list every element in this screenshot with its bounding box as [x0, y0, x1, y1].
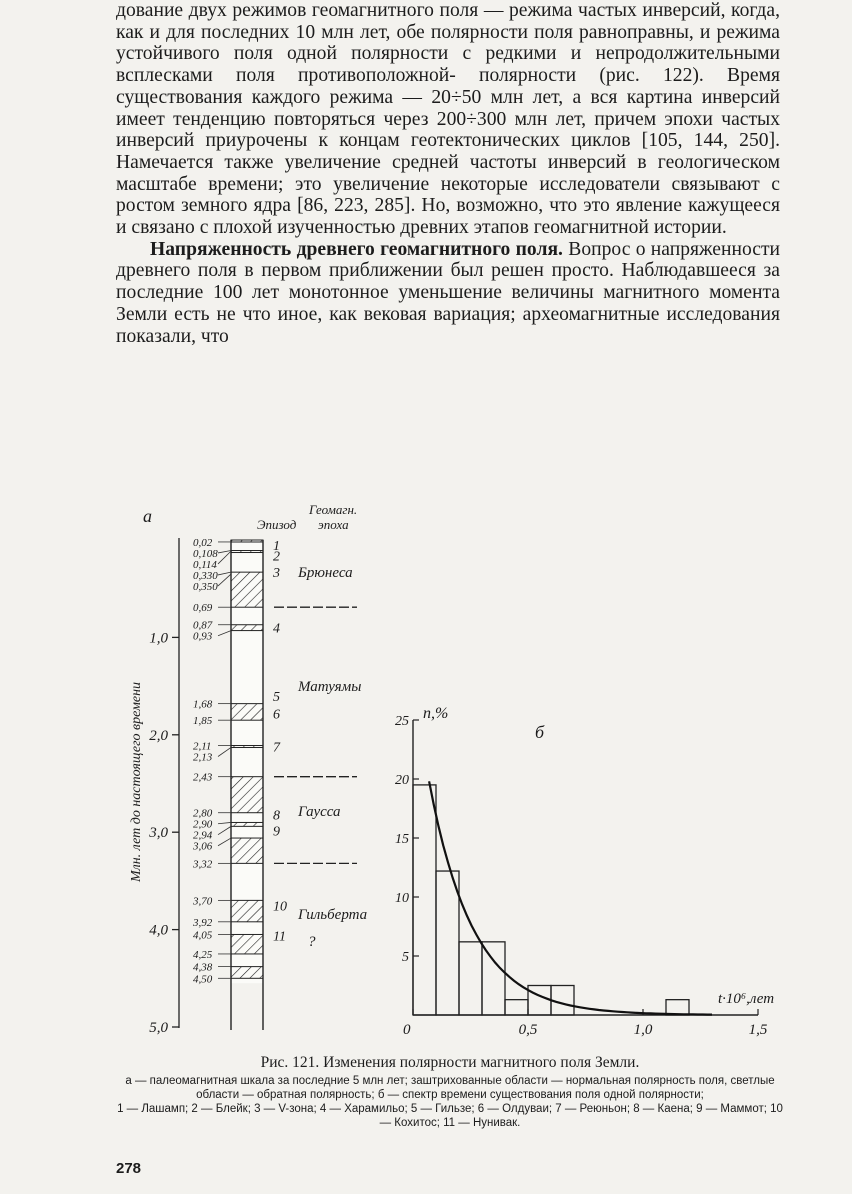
paragraph-heading: Напряженность древнего геомагнитного поля. — [150, 238, 563, 260]
boundary-leader — [218, 551, 231, 564]
boundary-label: 4,50 — [193, 973, 213, 986]
boundary-label: 4,38 — [193, 961, 213, 974]
chart-x-tick-label: 1,0 — [633, 1022, 653, 1038]
histogram-bar — [436, 871, 459, 1015]
boundary-label: 0,114 — [193, 558, 217, 571]
paragraph-1: дование двух режимов геомагнитного поля — режима частых инверсий, когда, как и для последних 10 млн лет, обе полярности поля равноправны, и режима устойчивого поля одной полярности с редкими и непродолжительными всплесками поля противоположной- полярности (рис. 122). Время существования каждого режима — 20÷50 млн лет, а вся картина инверсий имеет тенденцию повторяться через 200÷300 млн лет, причем эпохи частых инверсий приурочены к концам геотектонических циклов [105, 144, 250]. Намечается также увеличение средней частоты инверсий в геологическом масштабе времени; это увеличение некоторые исследователи связывают с ростом земного ядра [86, 223, 285]. Но, возможно, что это явление кажущееся и связано с плохой изученностью древних этапов геомагнитной истории. — [116, 0, 780, 239]
polarity-column — [231, 540, 263, 1030]
epoch-header-line2: эпоха — [318, 517, 349, 532]
boundary-label: 3,32 — [193, 858, 213, 871]
boundary-label: 2,43 — [193, 771, 213, 784]
normal-polarity-interval — [231, 572, 263, 607]
normal-polarity-interval — [231, 540, 263, 542]
epoch-name: Гаусса — [298, 803, 341, 820]
page-number: 278 — [116, 1160, 142, 1177]
boundary-label: 0,330 — [193, 569, 218, 582]
boundary-label: 4,05 — [193, 929, 213, 942]
boundary-label: 0,350 — [193, 580, 218, 593]
boundary-label: 2,11 — [193, 740, 212, 753]
boundary-leader — [218, 747, 231, 756]
y-axis-label: Млн. лет до настоящего времени — [129, 681, 144, 883]
episode-number: 11 — [273, 929, 286, 945]
boundary-label: 3,06 — [193, 840, 213, 853]
episode-number: 1 — [273, 538, 280, 554]
boundary-label: 1,68 — [193, 698, 213, 711]
histogram-bar — [459, 942, 482, 1015]
boundary-label: 0,69 — [193, 602, 213, 615]
caption-legend-a: а — палеомагнитная шкала за последние 5 млн лет; заштрихованные области — нормальная полярность поля, светлые области — обратная полярность; б — спектр времени существования поля одной полярности; — [125, 1075, 775, 1101]
paragraph-2-text: Вопрос о напряженности древнего поля в первом приближении был решен просто. Наблюдавшееся за последние 100 лет монотонное уменьшение величины магнитного момента Земли есть не что иное, как вековая вариация; археомагнитные исследования показали, что — [116, 238, 780, 347]
chart-x-tick-label: 0,5 — [518, 1022, 538, 1038]
time-tick-label: 4,0 — [149, 922, 168, 939]
chart-x-tick-label: 0 — [403, 1022, 411, 1038]
boundary-label: 4,25 — [193, 948, 213, 961]
chart-y-tick-label: 20 — [395, 773, 409, 788]
chart-x-label: t·10⁶,лет — [718, 991, 775, 1007]
normal-polarity-interval — [231, 746, 263, 748]
figure-caption-title: Рис. 121. Изменения полярности магнитного поля Земли. — [260, 1054, 640, 1071]
episode-header: Эпизод — [257, 517, 297, 532]
time-axis-ticks — [148, 630, 179, 1036]
epoch-name: Гильберта — [298, 907, 368, 924]
epoch-name: Брюнеса — [298, 565, 353, 582]
chart-y-tick-label: 5 — [402, 950, 409, 965]
episode-number: 10 — [273, 899, 287, 915]
normal-polarity-interval — [231, 967, 263, 979]
boundary-label: 0,87 — [193, 619, 213, 632]
boundary-label: 3,70 — [193, 895, 213, 908]
normal-polarity-interval — [231, 704, 263, 721]
epoch-labels — [274, 565, 367, 923]
boundary-leader — [218, 838, 231, 846]
polarity-scale-panel — [129, 502, 367, 1036]
boundary-label: 1,85 — [193, 715, 213, 728]
boundary-label: 2,13 — [193, 751, 213, 764]
epoch-header-line1: Геомагн. — [309, 502, 358, 517]
normal-polarity-interval — [231, 822, 263, 826]
boundary-label: 2,90 — [193, 818, 213, 831]
episode-number: 2 — [273, 549, 280, 565]
normal-polarity-interval — [231, 777, 263, 813]
histogram-bar — [666, 1000, 689, 1015]
normal-polarity-interval — [231, 838, 263, 863]
episode-number: 8 — [273, 808, 280, 824]
boundary-leader — [218, 631, 231, 636]
boundary-label: 0,93 — [193, 630, 213, 643]
boundary-leader — [218, 822, 231, 823]
chart-y-tick-label: 15 — [395, 832, 409, 847]
epoch-name: Матуямы — [298, 679, 362, 696]
normal-polarity-interval — [231, 625, 263, 631]
time-tick-label: 2,0 — [149, 727, 168, 744]
panel-b-label: б — [535, 722, 545, 742]
time-tick-label: 1,0 — [149, 630, 168, 647]
boundary-label: 3,92 — [193, 916, 213, 929]
episode-number: 7 — [273, 740, 280, 756]
episode-number: 3 — [273, 566, 280, 582]
chart-y-label: n,% — [423, 705, 449, 722]
caption-legend-episodes: 1 — Лашамп; 2 — Блейк; 3 — V-зона; 4 — Харамильо; 5 — Гильзе; 6 — Олдуваи; 7 — Реюньон; 8 — Каена; 9 — Маммот; 10 — Кохитос; 11 — Нунивак. — [117, 1103, 783, 1129]
boundary-leader — [218, 572, 231, 575]
time-tick-label: 5,0 — [149, 1020, 168, 1036]
time-tick-label: 3,0 — [149, 825, 168, 842]
normal-polarity-interval — [231, 551, 263, 553]
histogram-bar — [482, 942, 505, 1015]
episode-number: 9 — [273, 824, 280, 840]
fit-curve — [429, 781, 712, 1014]
boundary-leader — [218, 574, 231, 586]
boundary-label: 2,80 — [193, 807, 213, 820]
normal-polarity-interval — [231, 934, 263, 953]
histogram-bars — [413, 785, 689, 1015]
boundary-labels — [192, 537, 231, 985]
chart-axes — [395, 714, 768, 1038]
histogram-bar — [528, 986, 551, 1016]
panel-a-label: а — [143, 506, 152, 526]
figure-caption-legend — [110, 1074, 790, 1130]
boundary-leader — [218, 826, 231, 834]
chart-y-tick-label: 25 — [395, 714, 409, 729]
question-mark: ? — [308, 934, 316, 950]
episode-number: 4 — [273, 621, 280, 637]
boundary-label: 2,94 — [193, 829, 213, 842]
boundary-label: 0,02 — [193, 536, 213, 549]
histogram-bar — [505, 1000, 528, 1015]
episode-number: 5 — [273, 689, 280, 705]
chart-y-tick-label: 10 — [395, 891, 409, 906]
chart-x-tick-label: 1,5 — [748, 1022, 768, 1038]
episode-labels — [272, 539, 287, 945]
normal-polarity-interval — [231, 900, 263, 921]
interval-spectrum-panel — [395, 705, 774, 1038]
episode-number: 6 — [273, 707, 280, 723]
histogram-bar — [413, 785, 436, 1015]
boundary-label: 0,108 — [193, 547, 218, 560]
